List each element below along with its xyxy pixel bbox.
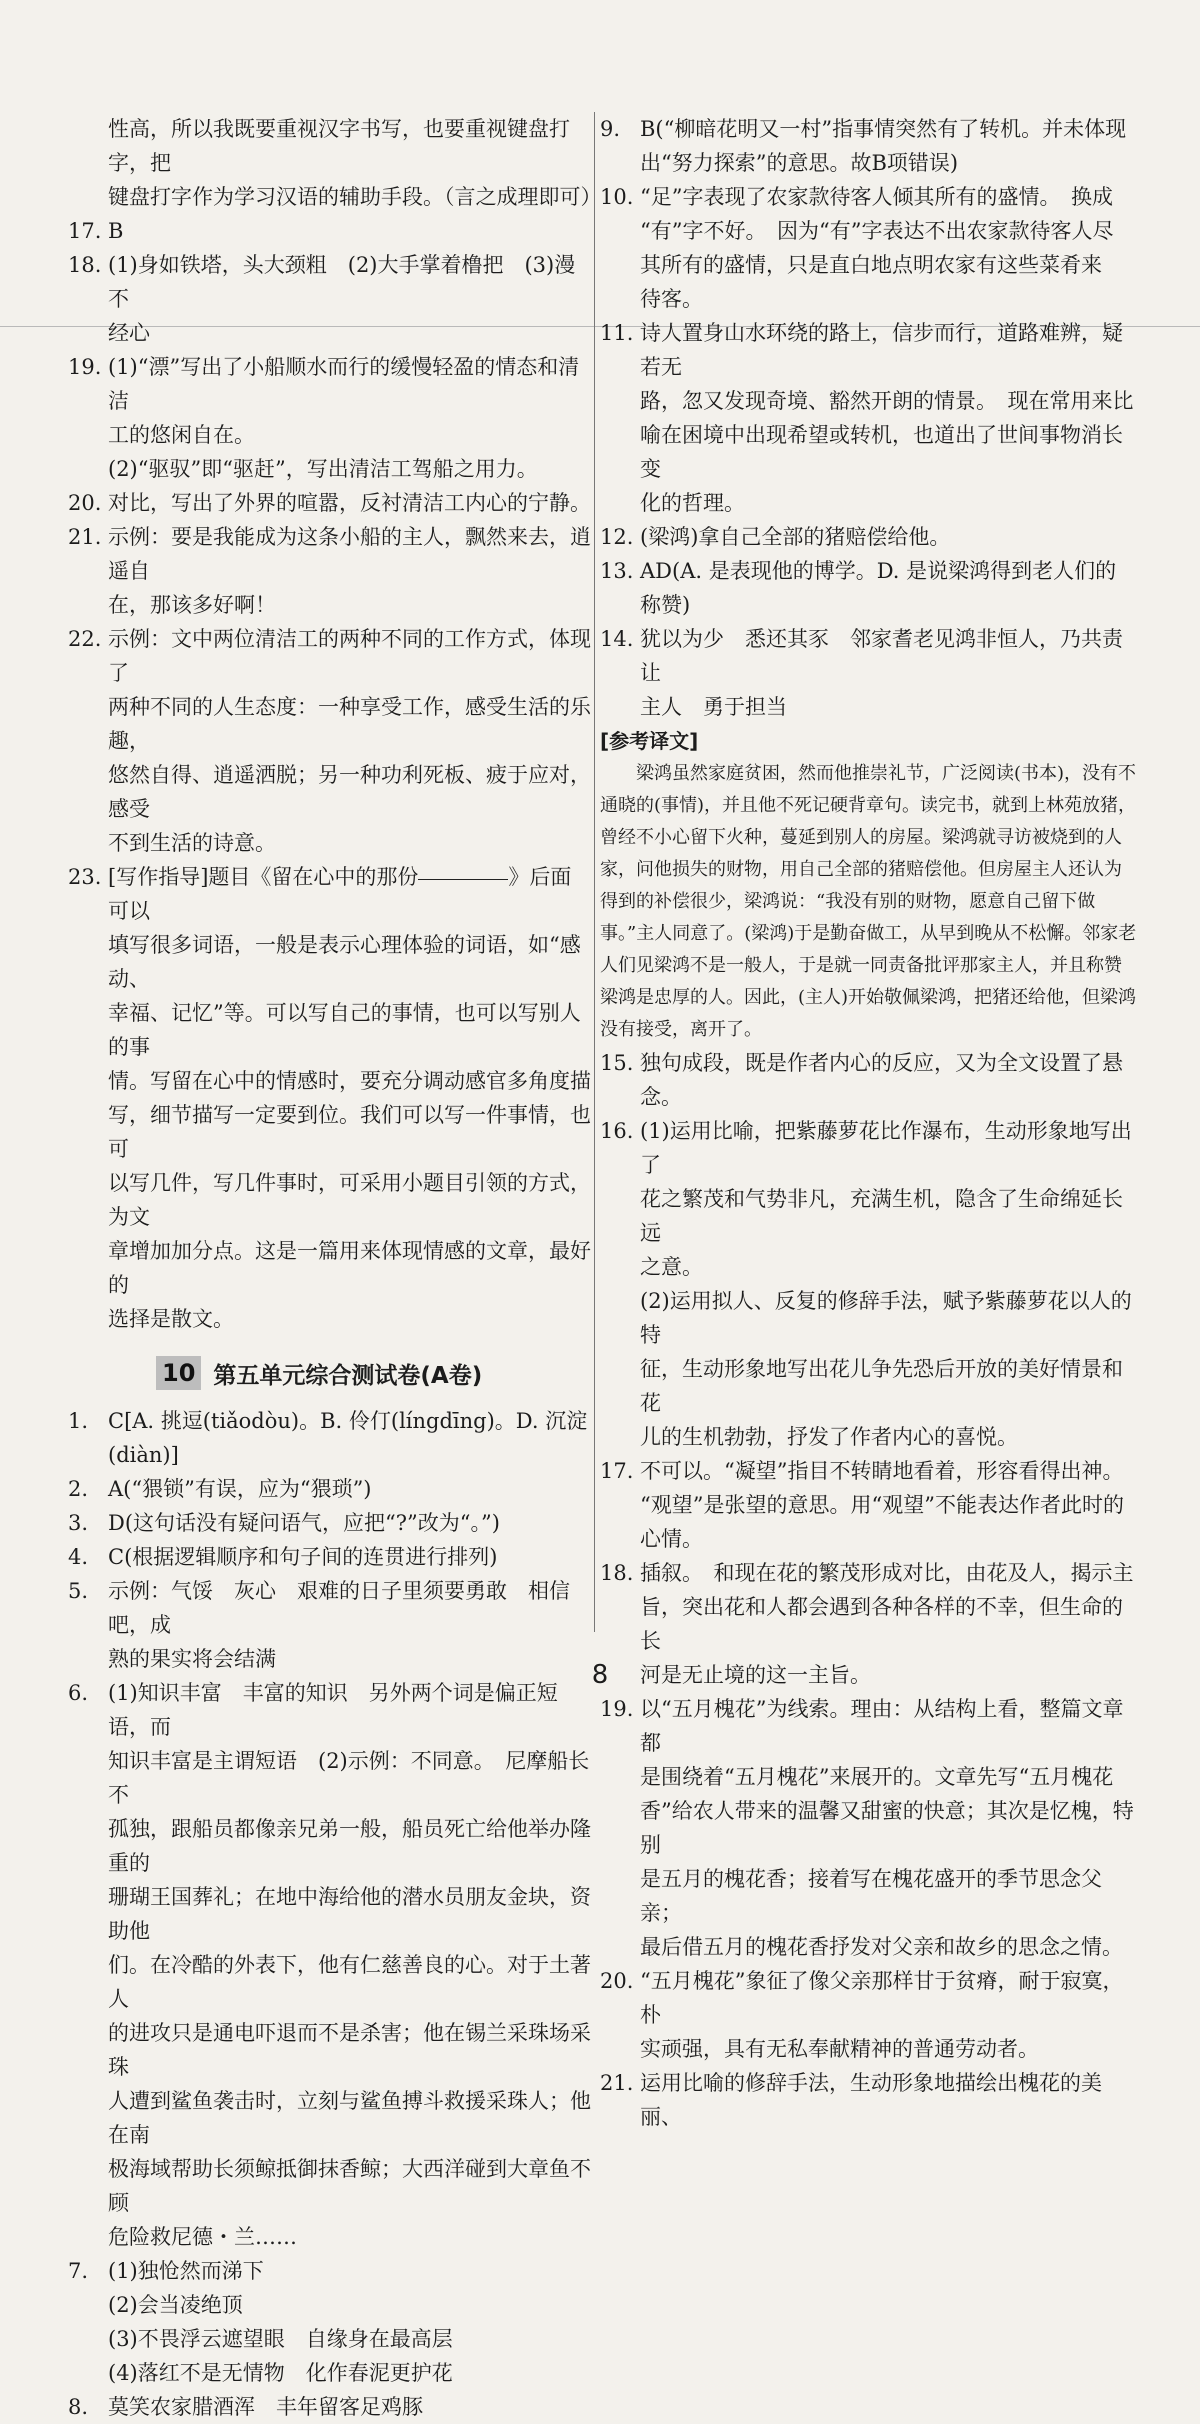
item-number: 20. xyxy=(600,1969,634,1993)
item-number: 1. xyxy=(68,1409,89,1433)
item-line: (1)运用比喻，把紫藤萝花比作瀑布，生动形象地写出了 xyxy=(640,1119,1132,1177)
intro-line: 性高，所以我既要重视汉字书写，也要重视键盘打字，把 xyxy=(108,117,570,175)
item-line: 们。在冷酷的外表下，他有仁慈善良的心。对于土著人 xyxy=(108,1953,591,2011)
answer-item xyxy=(600,554,1138,622)
answer-item xyxy=(68,622,592,860)
item-line: 对比，写出了外界的喧嚣，反衬清洁工内心的宁静。 xyxy=(108,491,591,515)
item-line: 示例：文中两位清洁工的两种不同的工作方式，体现了 xyxy=(108,627,591,685)
column-divider xyxy=(594,112,595,1632)
item-line: 是围绕着“五月槐花”来展开的。文章先写“五月槐花 xyxy=(640,1765,1114,1789)
item-number: 22. xyxy=(68,627,102,651)
writing-guide-text: 》后面可以 xyxy=(108,865,572,923)
answer-item xyxy=(68,486,592,520)
right-column xyxy=(600,112,1138,2134)
unit-title: 第五单元综合测试卷(A卷) xyxy=(213,1362,483,1389)
answer-item xyxy=(68,2254,592,2390)
answer-item xyxy=(600,622,1138,724)
item-number: 20. xyxy=(68,491,102,515)
answer-item xyxy=(68,1472,592,1506)
intro-continuation xyxy=(68,112,602,214)
item-line: 以“五月槐花”为线索。理由：从结构上看，整篇文章都 xyxy=(640,1697,1124,1755)
item-line: 旨，突出花和人都会遇到各种各样的不幸，但生命的长 xyxy=(640,1595,1123,1653)
unit-number-badge: 10 xyxy=(156,1356,201,1390)
item-line: “五月槐花”象征了像父亲那样甘于贫瘠，耐于寂寞，朴 xyxy=(640,1969,1124,2027)
item-number: 23. xyxy=(68,865,102,889)
item-line: (diàn)] xyxy=(108,1443,179,1467)
item-line: 在，那该多好啊！ xyxy=(108,593,276,617)
answer-item xyxy=(68,214,592,248)
item-line: 极海域帮助长须鲸抵御抹香鲸；大西洋碰到大章鱼不顾 xyxy=(108,2157,591,2215)
item-line: 征，生动形象地写出花儿争先恐后开放的美好情景和花 xyxy=(640,1357,1123,1415)
item-line xyxy=(108,860,592,928)
intro-line: 键盘打字作为学习汉语的辅助手段。（言之成理即可） xyxy=(108,185,602,209)
item-line: 危险救尼德・兰…… xyxy=(108,2225,297,2249)
item-line: 儿的生机勃勃，抒发了作者内心的喜悦。 xyxy=(640,1425,1018,1449)
item-line: 悠然自得、逍遥洒脱；另一种功利死板、疲于应对，感受 xyxy=(108,763,591,821)
item-line: 两种不同的人生态度：一种享受工作，感受生活的乐趣， xyxy=(108,695,591,753)
item-number: 8. xyxy=(68,2395,89,2419)
item-line: 河是无止境的这一主旨。 xyxy=(640,1663,871,1687)
item-number: 2. xyxy=(68,1477,89,1501)
item-line: 孤独，跟船员都像亲兄弟一般，船员死亡给他举办隆重的 xyxy=(108,1817,591,1875)
item-line: 莫笑农家腊酒浑 丰年留客足鸡豚 xyxy=(108,2395,423,2419)
item-number: 5. xyxy=(68,1579,89,1603)
item-line: 化的哲理。 xyxy=(640,491,745,515)
answer-item xyxy=(600,520,1138,554)
item-line: D(这句话没有疑问语气，应把“?”改为“。”) xyxy=(108,1511,500,1535)
item-number: 17. xyxy=(68,219,102,243)
item-line: 路，忽又发现奇境、豁然开朗的情景。 现在常用来比 xyxy=(640,389,1134,413)
item-number: 19. xyxy=(68,355,102,379)
item-number: 6. xyxy=(68,1681,89,1705)
item-number: 7. xyxy=(68,2259,89,2283)
item-number: 17. xyxy=(600,1459,634,1483)
item-line: 待客。 xyxy=(640,287,703,311)
answer-item xyxy=(600,1114,1138,1454)
item-line: 香”给农人带来的温馨又甜蜜的快意；其次是忆槐，特别 xyxy=(640,1799,1134,1857)
item-line: (4)落红不是无情物 化作春泥更护花 xyxy=(108,2361,453,2385)
answer-list xyxy=(68,1404,592,2424)
answer-item xyxy=(68,2390,592,2424)
item-line: 不可以。“凝望”指目不转睛地看着，形容看得出神。 xyxy=(640,1459,1124,1483)
item-line: 工的悠闲自在。 xyxy=(108,423,255,447)
answer-item xyxy=(600,1046,1138,1114)
left-column xyxy=(68,112,602,2424)
item-line: “观望”是张望的意思。用“观望”不能表达作者此时的 xyxy=(640,1493,1124,1517)
item-line: 犹以为少 悉还其豕 邻家耆老见鸿非恒人，乃共责让 xyxy=(640,627,1123,685)
item-line: 熟的果实将会结满 xyxy=(108,1647,276,1671)
item-line: 是五月的槐花香；接着写在槐花盛开的季节思念父亲； xyxy=(640,1867,1102,1925)
item-line: 写，细节描写一定要到位。我们可以写一件事情，也可 xyxy=(108,1103,591,1161)
item-line: 幸福、记忆”等。可以写自己的事情，也可以写别人的事 xyxy=(108,1001,581,1059)
item-line: B(“柳暗花明又一村”指事情突然有了转机。并未体现 xyxy=(640,117,1127,141)
answer-list xyxy=(600,112,1138,724)
item-number: 4. xyxy=(68,1545,89,1569)
answer-list xyxy=(600,1046,1138,2134)
answer-item xyxy=(68,248,592,350)
item-line: 选择是散文。 xyxy=(108,1307,234,1331)
answer-item xyxy=(68,350,592,486)
item-23-lines xyxy=(108,928,592,1336)
item-line: 诗人置身山水环绕的路上，信步而行，道路难辨，疑若无 xyxy=(640,321,1123,379)
item-line: 的进攻只是通电吓退而不是杀害；他在锡兰采珠场采珠 xyxy=(108,2021,591,2079)
item-number: 16. xyxy=(600,1119,634,1143)
item-line: 情。写留在心中的情感时，要充分调动感官多角度描 xyxy=(108,1069,591,1093)
item-line: 示例：要是我能成为这条小船的主人，飘然来去，逍遥自 xyxy=(108,525,591,583)
answer-item xyxy=(600,180,1138,316)
item-number: 18. xyxy=(600,1561,634,1585)
answer-item-23 xyxy=(68,860,592,1336)
item-line: 之意。 xyxy=(640,1255,703,1279)
item-line: (2)“驱驭”即“驱赶”，写出清洁工驾船之用力。 xyxy=(108,457,538,481)
item-line: 称赞) xyxy=(640,593,691,617)
answer-item xyxy=(600,316,1138,520)
item-number: 14. xyxy=(600,627,634,651)
item-number: 11. xyxy=(600,321,634,345)
item-line: 示例：气馁 灰心 艰难的日子里须要勇敢 相信吧，成 xyxy=(108,1579,570,1637)
item-number: 9. xyxy=(600,117,621,141)
item-line: (1)“漂”写出了小船顺水而行的缓慢轻盈的情态和清洁 xyxy=(108,355,580,413)
item-line: “足”字表现了农家款待客人倾其所有的盛情。 换成 xyxy=(640,185,1113,209)
answer-item xyxy=(600,1454,1138,1556)
writing-guide-text: [写作指导]题目《留在心中的那份 xyxy=(108,865,419,889)
item-line: 珊瑚王国葬礼；在地中海给他的潜水员朋友金块，资助他 xyxy=(108,1885,591,1943)
item-line: 运用比喻的修辞手法，生动形象地描绘出槐花的美丽、 xyxy=(640,2071,1102,2129)
item-number: 18. xyxy=(68,253,102,277)
answer-item xyxy=(68,1506,592,1540)
item-line: 独句成段，既是作者内心的反应，又为全文设置了悬念。 xyxy=(640,1051,1123,1109)
unit-heading xyxy=(156,1356,592,1390)
item-line: (1)独怆然而涕下 xyxy=(108,2259,264,2283)
answer-item xyxy=(68,520,592,622)
item-line: 主人 勇于担当 xyxy=(640,695,787,719)
item-line: 其所有的盛情，只是直白地点明农家有这些菜肴来 xyxy=(640,253,1102,277)
item-line: (3)不畏浮云遮望眼 自缘身在最高层 xyxy=(108,2327,453,2351)
reference-translation-text: 梁鸿虽然家庭贫困，然而他推崇礼节，广泛阅读(书本)，没有不通晓的(事情)，并且他不死记硬背章句。读完书，就到上林苑放猪，曾经不小心留下火种，蔓延到别人的房屋。梁鸿就寻访被烧到的人家，问他损失的财物，用自己全部的猪赔偿他。但房屋主人还认为得到的补偿很少，梁鸿说：“我没有别的财物，愿意自己留下做事。”主人同意了。(梁鸿)于是勤奋做工，从早到晚从不松懈。邻家老人们见梁鸿不是一般人，于是就一同责备批评那家主人，并且称赞梁鸿是忠厚的人。因此，(主人)开始敬佩梁鸿，把猪还给他，但梁鸿没有接受，离开了。 xyxy=(600,763,1137,1040)
blank-underline xyxy=(418,878,508,880)
item-line: (1)知识丰富 丰富的知识 另外两个词是偏正短语，而 xyxy=(108,1681,558,1739)
item-line: 实顽强，具有无私奉献精神的普通劳动者。 xyxy=(640,2037,1039,2061)
item-line: “有”字不好。 因为“有”字表达不出农家款待客人尽 xyxy=(640,219,1114,243)
item-line: (梁鸿)拿自己全部的猪赔偿给他。 xyxy=(640,525,951,549)
item-line: 最后借五月的槐花香抒发对父亲和故乡的思念之情。 xyxy=(640,1935,1123,1959)
item-number: 15. xyxy=(600,1051,634,1075)
item-line: (2)会当凌绝顶 xyxy=(108,2293,243,2317)
item-line: (1)身如铁塔，头大颈粗 (2)大手掌着橹把 (3)漫不 xyxy=(108,253,576,311)
answer-item xyxy=(68,1676,592,2254)
answer-item xyxy=(600,1692,1138,1964)
item-number: 12. xyxy=(600,525,634,549)
reference-translation-heading: [参考译文] xyxy=(600,729,699,753)
item-line: 经心 xyxy=(108,321,150,345)
item-number: 21. xyxy=(68,525,102,549)
item-line: 不到生活的诗意。 xyxy=(108,831,276,855)
item-line: (2)运用拟人、反复的修辞手法，赋予紫藤萝花以人的特 xyxy=(640,1289,1132,1347)
item-number: 13. xyxy=(600,559,634,583)
page-number: 8 xyxy=(591,1660,609,1690)
answer-item xyxy=(600,2066,1138,2134)
item-number: 19. xyxy=(600,1697,634,1721)
item-line: 填写很多词语，一般是表示心理体验的词语，如“感动、 xyxy=(108,933,581,991)
answer-item xyxy=(600,112,1138,180)
item-number: 3. xyxy=(68,1511,89,1535)
item-line: 插叙。 和现在花的繁茂形成对比，由花及人，揭示主 xyxy=(640,1561,1134,1585)
item-number: 21. xyxy=(600,2071,634,2095)
answer-item xyxy=(68,1404,592,1472)
item-line: 出“努力探索”的意思。故B项错误) xyxy=(640,151,959,175)
item-line: 以写几件，写几件事时，可采用小题目引领的方式，为文 xyxy=(108,1171,591,1229)
item-line: 喻在困境中出现希望或转机，也道出了世间事物消长变 xyxy=(640,423,1123,481)
item-number: 10. xyxy=(600,185,634,209)
item-line: 花之繁茂和气势非凡，充满生机，隐含了生命绵延长远 xyxy=(640,1187,1123,1245)
item-line: 心情。 xyxy=(640,1527,703,1551)
item-line: B xyxy=(108,219,124,243)
item-line: 知识丰富是主谓短语 (2)示例：不同意。 尼摩船长不 xyxy=(108,1749,590,1807)
item-line: 人遭到鲨鱼袭击时，立刻与鲨鱼搏斗救援采珠人；他在南 xyxy=(108,2089,591,2147)
answer-item xyxy=(600,1964,1138,2066)
item-line: AD(A. 是表现他的博学。D. 是说梁鸿得到老人们的 xyxy=(640,559,1117,583)
answer-list xyxy=(68,214,592,860)
item-line: C(根据逻辑顺序和句子间的连贯进行排列) xyxy=(108,1545,498,1569)
item-line: A(“猥锁”有误，应为“猥琐”) xyxy=(108,1477,372,1501)
item-line: C[A. 挑逗(tiǎodòu)。B. 伶仃(língdīng)。D. 沉淀 xyxy=(108,1409,588,1433)
answer-item xyxy=(68,1540,592,1574)
item-line: 章增加加分点。这是一篇用来体现情感的文章，最好的 xyxy=(108,1239,591,1297)
